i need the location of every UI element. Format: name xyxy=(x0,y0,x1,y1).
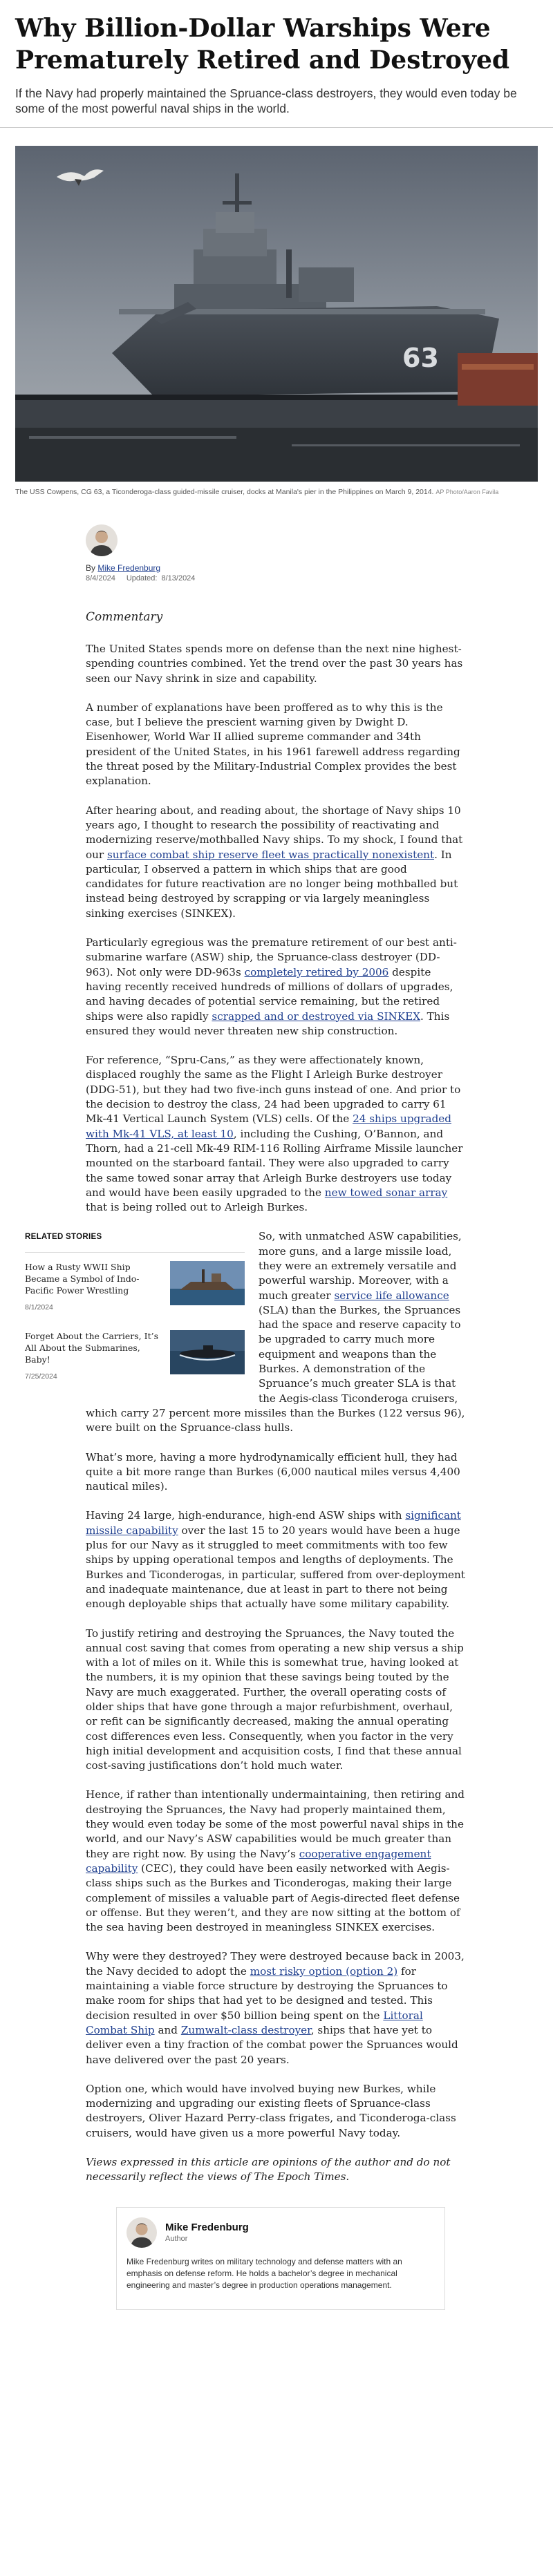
paragraph: To justify retiring and destroying the Spruances, the Navy touted the annual cost saving that comes from operating a new ship versus a ship with a lot of miles on it. While this is somewhat true, having looked at the numbers, it is my opinion that these savings being touted by the Navy are much exaggerated. Further, the overall operating costs of older ships that have gone through a major refurbishment, overhaul, or refit can be significantly decreased, making the annual operating cost differences even less. Consequently, when you factor in the very high initial development and acquisition costs, I find that these annual cost-saving justifications don’t hold much water. xyxy=(86,1627,464,1772)
hull-number: 63 xyxy=(402,343,439,373)
article-body xyxy=(25,642,467,2185)
paragraph: Having 24 large, high-endurance, high-end ASW ships with significant missile capability over the last 15 to 20 years would have been a huge plus for our Navy as it struggled to meet commitments with too few ships by upping operational tempos and lengths of deployments. The Burkes and Ticonderogas, in particular, suffered from over-deployment and inadequate maintenance, due at least in part to there not being enough deployable ships that actually have some military capability. xyxy=(86,1509,465,1611)
article-category: Commentary xyxy=(86,610,163,624)
inline-link[interactable]: service life allowance xyxy=(334,1289,449,1302)
paragraph: Hence, if rather than intentionally undermaintaining, then retiring and destroying the Spruances, the Navy had properly maintained them, they would even today be some of the most powerful naval ships in the world, and our Navy’s ASW capabilities would be much greater than they are right now. By using the Navy’s cooperative engagement capability (CEC), they could have been easily networked with Aegis-class ships such as the Burkes and Ticonderogas, making their large complement of missiles a valuable part of Aegis-directed fleet defense or offense. But they weren’t, and they are now sitting at the bottom of the sea having been destroyed in meaningless SINKEX exercises. xyxy=(86,1788,465,1934)
inline-link[interactable]: most risky option (option 2) xyxy=(250,1964,398,1978)
author-card xyxy=(116,2207,445,2310)
related-story-item[interactable] xyxy=(25,1253,245,1322)
related-story-thumbnail[interactable] xyxy=(170,1261,245,1305)
related-story-date: 8/1/2024 xyxy=(25,1303,53,1311)
inline-link[interactable]: 24 ships upgraded with Mk-41 VLS, at least 10 xyxy=(86,1112,452,1140)
inline-link[interactable]: scrapped and or destroyed via SINKEX xyxy=(212,1010,421,1023)
byline-prefix: By xyxy=(86,563,96,573)
article-header xyxy=(0,0,553,116)
author-avatar-icon[interactable] xyxy=(126,2217,157,2248)
paragraph: Option one, which would have involved buying new Burkes, while modernizing and upgrading our existing fleets of Spruance-class destroyers, Oliver Hazard Perry-class frigates, and Ticonderoga-class cruisers, would have given us a more powerful Navy today. xyxy=(86,2082,456,2139)
author-card-name[interactable]: Mike Fredenburg xyxy=(165,2222,249,2234)
related-story-headline[interactable]: How a Rusty WWII Ship Became a Symbol of Indo-Pacific Power Wrestling xyxy=(25,1261,140,1296)
related-stories-title: RELATED STORIES xyxy=(25,1230,245,1252)
article-subheadline: If the Navy had properly maintained the Spruance-class destroyers, they would even today be some of the most powerful naval ships in the world. xyxy=(15,86,517,115)
article-dates xyxy=(86,574,553,583)
inline-link[interactable]: Littoral Combat Ship xyxy=(86,2009,423,2036)
paragraph: What’s more, having a more hydrodynamically efficient hull, they had quite a bit more range than Burkes (6,000 nautical miles versus 4,400 nautical miles). xyxy=(86,1450,460,1493)
related-story-item[interactable] xyxy=(25,1322,245,1391)
updated-date: 8/13/2024 xyxy=(161,574,196,583)
byline xyxy=(86,524,553,583)
inline-link[interactable]: Zumwalt-class destroyer xyxy=(180,2023,311,2036)
warship-photo xyxy=(15,146,538,482)
header-divider xyxy=(0,127,553,128)
hero-image[interactable] xyxy=(15,146,538,482)
inline-link[interactable]: new towed sonar array xyxy=(324,1186,448,1199)
related-story-date: 7/25/2024 xyxy=(25,1372,57,1381)
inline-link[interactable]: cooperative engagement capability xyxy=(86,1847,431,1875)
related-stories xyxy=(25,1230,245,1391)
paragraph: A number of explanations have been proffered as to why this is the case, but I believe the prescient warning given by Dwight D. Eisenhower, World War II allied supreme commander and 34th president of the United States, in his 1961 farewell address regarding the threat posed by the Military-Industrial Complex provides the best explanation. xyxy=(86,701,460,788)
paragraph: The United States spends more on defense than the next nine highest-spending countries combined. Yet the trend over the past 30 years has seen our Navy shrink in size and capability. xyxy=(86,643,463,685)
caption-text: The USS Cowpens, CG 63, a Ticonderoga-class guided-missile cruiser, docks at Manila's pier in the Philippines on March 9, 2014. xyxy=(15,488,434,496)
paragraph: So, with unmatched ASW capabilities, more guns, and a large missile load, they were an extremely versatile and powerful warship. Moreover, with a much greater service life allowance (SLA) than the Burkes, the Spruances had the space and reserve capacity to be upgraded to carry much more equipment and weapons than the Burkes. A demonstration of the Spruance’s much greater SLA is that the Aegis-class Ticonderoga cruisers, which carry 27 percent more missiles than the Burkes (122 versus 96), were built on the Spruance-class hulls. xyxy=(86,1230,465,1434)
related-story-thumbnail[interactable] xyxy=(170,1330,245,1374)
image-caption xyxy=(15,487,538,497)
published-date: 8/4/2024 xyxy=(86,574,115,583)
paragraph: After hearing about, and reading about, the shortage of Navy ships 10 years ago, I thought to research the possibility of reactivating and modernizing reserve/mothballed Navy ships. To my shock, I found that our surface combat ship reserve fleet was practically nonexistent. In particular, I observed a pattern in which ships that are good candidates for future reactivation are no longer being mothballed but instead being destroyed by scrapping or via largely meaningless sinking exercises (SINKEX). xyxy=(86,804,463,920)
author-avatar-icon[interactable] xyxy=(86,524,118,556)
author-link[interactable]: Mike Fredenburg xyxy=(97,563,161,573)
updated-label: Updated: xyxy=(126,574,158,583)
author-card-role: Author xyxy=(165,2235,188,2244)
paragraph: Particularly egregious was the premature retirement of our best anti-submarine warfare (ASW) ship, the Spruance-class destroyer (DD-963). Not only were DD-963s completely retired by 2006 despite having recently received hundreds of millions of dollars of upgrades, and having decades of potential service remaining, but the retired ships were also rapidly scrapped and or destroyed via SINKEX. This ensured they would never threaten new ship construction. xyxy=(86,936,457,1037)
inline-link[interactable]: surface combat ship reserve fleet was practically nonexistent xyxy=(107,848,435,861)
related-story-headline[interactable]: Forget About the Carriers, It’s All About the Submarines, Baby! xyxy=(25,1330,158,1365)
inline-link[interactable]: completely retired by 2006 xyxy=(244,965,389,978)
paragraph: Why were they destroyed? They were destroyed because back in 2003, the Navy decided to adopt the most risky option (option 2) for maintaining a viable force structure by destroying the Spruances to make room for ships that had yet to be designed and tested. This decision resulted in over $50 billion being spent on the Littoral Combat Ship and Zumwalt-class destroyer, ships that have yet to deliver even a tiny fraction of the combat power the Spruances would have delivered over the past 20 years. xyxy=(86,1950,465,2066)
photo-credit: AP Photo/Aaron Favila xyxy=(435,489,499,495)
byline-text xyxy=(86,563,553,573)
paragraph: For reference, “Spru-Cans,” as they were affectionately known, displaced roughly the same as the Flight I Arleigh Burke destroyer (DDG-51), but they had two five-inch guns instead of one. And prior to the decision to destroy the class, 24 had been upgraded to carry 61 Mk-41 Vertical Launch System (VLS) cells. Of the 24 ships upgraded with Mk-41 VLS, at least 10, including the Cushing, O’Bannon, and Thorn, had a 21-cell Mk-49 RIM-116 Rolling Airframe Missile launcher mounted on the starboard fantail. They were also upgraded to carry the same towed sonar array that Arleigh Burke destroyers use today and would have been easily upgraded to the new towed sonar array that is being rolled out to Arleigh Burkes. xyxy=(86,1054,463,1214)
opinion-disclaimer: Views expressed in this article are opinions of the author and do not necessarily reflect the views of The Epoch Times. xyxy=(86,2156,451,2184)
author-card-bio: Mike Fredenburg writes on military technology and defense matters with an emphasis on defense reform. He holds a bachelor’s degree in mechanical engineering and master’s degree in production operations management. xyxy=(126,2256,402,2290)
inline-link[interactable]: significant missile capability xyxy=(86,1509,461,1537)
article-headline: Why Billion-Dollar Warships Were Prematurely Retired and Destroyed xyxy=(15,14,510,75)
